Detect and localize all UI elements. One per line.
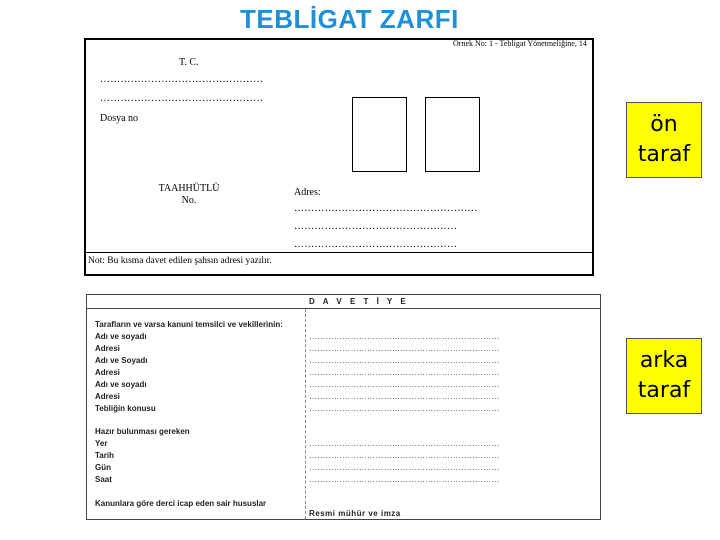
dots-row-6: …………………………………………………………… <box>309 392 500 401</box>
field-date: Tarih <box>95 451 114 460</box>
front-side-tag <box>626 102 702 178</box>
stamp-box-left <box>352 97 407 172</box>
dots-row-2: …………………………………………………………… <box>309 344 500 353</box>
address-line-1: ……………………………………………… <box>294 203 478 214</box>
attendance-heading: Hazır bulunması gereken <box>95 427 190 436</box>
stamp-box-right <box>425 97 480 172</box>
invitation-title: D A V E T İ Y E <box>309 297 409 306</box>
field-time: Saat <box>95 475 112 484</box>
address-line-2: ………………………………………… <box>294 221 458 232</box>
dots-row-1: …………………………………………………………… <box>309 332 500 341</box>
column-divider <box>305 309 306 519</box>
address-line-3: ………………………………………… <box>294 239 458 250</box>
file-number-label: Dosya no <box>100 113 139 124</box>
front-tag-line-1: ön <box>650 112 678 137</box>
institution-line-2: ………………………………………… <box>100 93 264 104</box>
institution-line-1: ………………………………………… <box>100 74 264 85</box>
envelope-front <box>84 38 594 276</box>
note-bar <box>86 252 592 274</box>
tc-label: T. C. <box>179 57 199 68</box>
back-tag-line-2: taraf <box>637 378 691 403</box>
invitation-title-rule <box>87 308 600 309</box>
form-reference: Örnek No: 1 - Tebligat Yönetmeliğine, 14 <box>453 39 587 48</box>
dots-row-3: …………………………………………………………… <box>309 356 500 365</box>
dots-row-11: …………………………………………………………… <box>309 475 500 484</box>
field-name-2: Adı ve Soyadı <box>95 356 148 365</box>
envelope-back <box>86 294 601 520</box>
page-title: TEBLİGAT ZARFI <box>240 4 459 34</box>
field-place: Yer <box>95 439 108 448</box>
official-seal-signature: Resmi mühür ve imza <box>309 509 401 518</box>
address-label: Adres: <box>294 187 321 198</box>
registered-number-label: No. <box>181 195 197 206</box>
other-matters-heading: Kanunlara göre derci icap eden sair hususlar <box>95 499 267 508</box>
registered-label: TAAHHÜTLÜ <box>158 183 220 194</box>
note-text: Not: Bu kısma davet edilen şahsın adresi yazılır. <box>88 256 272 266</box>
field-name-1: Adı ve soyadı <box>95 332 147 341</box>
field-address-3: Adresi <box>95 392 120 401</box>
back-side-tag <box>626 338 702 414</box>
dots-row-4: …………………………………………………………… <box>309 368 500 377</box>
dots-row-7: …………………………………………………………… <box>309 404 500 413</box>
registered-mail-label <box>156 183 222 207</box>
dots-row-9: …………………………………………………………… <box>309 451 500 460</box>
field-address-2: Adresi <box>95 368 120 377</box>
field-subject: Tebliğin konusu <box>95 404 156 413</box>
field-day: Gün <box>95 463 111 472</box>
dots-row-5: …………………………………………………………… <box>309 380 500 389</box>
field-address-1: Adresi <box>95 344 120 353</box>
field-name-3: Adı ve soyadı <box>95 380 147 389</box>
front-tag-line-2: taraf <box>637 142 691 167</box>
back-tag-line-1: arka <box>639 348 689 373</box>
parties-heading: Tarafların ve varsa kanuni temsilci ve vekillerinin: <box>95 320 283 329</box>
dots-row-8: …………………………………………………………… <box>309 439 500 448</box>
dots-row-10: …………………………………………………………… <box>309 463 500 472</box>
